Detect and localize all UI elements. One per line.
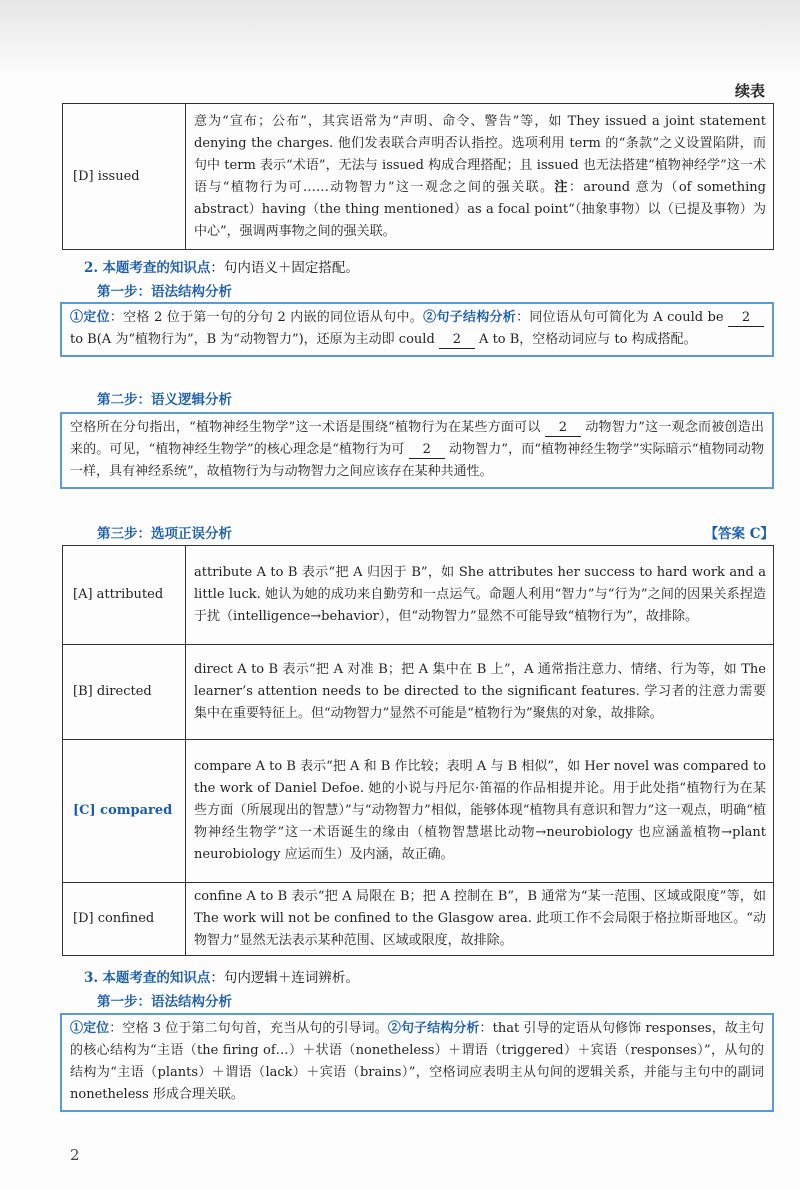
blank-2: 2 [728, 310, 764, 327]
structure-label: ②句子结构分析 [423, 310, 517, 325]
top-shadow [0, 0, 800, 78]
structure-label: ②句子结构分析 [387, 1021, 480, 1036]
blank-2: 2 [545, 420, 581, 437]
option-explanation: compare A to B 表示“把 A 和 B 作比较；表明 A 与 B 相似”，如 Her novel was compared to the work of Daniel Defoe. 她的小说与丹尼尔·笛福的作品相提并论。用于此处指“植物行为在某些方面（所展现出的智慧）”与“动物智力”相似，能够体现“植物具有意识和智力”这一观点，明确“植物神经生物学”这一术语诞生的缘由（植物智慧堪比动物→neurobiology 也应涵盖植物→plant neurobiology 应运而生）及内涵，故正确。 [186, 740, 774, 883]
locate-label: ①定位 [70, 310, 110, 325]
table-row [63, 104, 774, 250]
answer-badge: 【答案 C】 [704, 526, 774, 542]
option-explanation: attribute A to B 表示“把 A 归因于 B”，如 She attributes her success to hard work and a little luck. 她认为她的成功来自勤劳和一点运气。命题人利用“智力”与“行为”之间的因果关系捏造于扰（intelligence→behavior），但“动物智力”显然不可能导致“植物行为”，故排除。 [186, 546, 774, 645]
q3-step1-heading: 第一步：语法结构分析 [97, 994, 232, 1010]
option-label: [D] confined [63, 883, 186, 956]
note-label: 注 [554, 179, 569, 195]
q3-grammar-box: ①定位：空格 3 位于第二句句首，充当从句的引导词。②句子结构分析：that 引导的定语从句修饰 responses，故主句的核心结构为“主语（the firing of…）＋状语（nonetheless）＋谓语（triggered）＋宾语（responses）”，从句的结构为“主语（plants）＋谓语（lack）＋宾语（brains）”，空格词应表明主从句间的逻辑关系，并能与主句中的副词 nonetheless 形成合理关联。 [60, 1013, 774, 1112]
table-row [63, 645, 774, 740]
table-row [63, 883, 774, 956]
table-row [63, 740, 774, 883]
option-label: [A] attributed [63, 546, 186, 645]
blank-2: 2 [439, 332, 475, 349]
option-explanation: confine A to B 表示“把 A 局限在 B；把 A 控制在 B”，B 通常为“某一范围、区域或限度”等，如 The work will not be confined to the Glasgow area. 此项工作不会局限于格拉斯哥地区。“动物智力”显然无法表示某种范围、区域或限度，故排除。 [186, 883, 774, 956]
option-label: [D] issued [63, 104, 186, 250]
continued-label: 续表 [734, 82, 765, 100]
continued-option-table [62, 103, 774, 250]
option-explanation: direct A to B 表示“把 A 对准 B；把 A 集中在 B 上”，A 通常指注意力、情绪、行为等，如 The learner’s attention needs to be directed to the significant features. 学习者的注意力需要集中在重要特征上。但“动物智力”显然不可能是“植物行为”聚焦的对象，故排除。 [186, 645, 774, 740]
locate-label: ①定位 [70, 1021, 110, 1036]
q2-heading: 2. 本题考查的知识点：句内语义＋固定搭配。 [84, 260, 359, 276]
option-label-correct: [C] compared [63, 740, 186, 883]
q2-step2-heading: 第二步：语义逻辑分析 [97, 392, 232, 408]
blank-2: 2 [409, 442, 445, 459]
page-number: 2 [70, 1146, 80, 1164]
options-table [62, 545, 774, 956]
q3-heading: 3. 本题考查的知识点：句内逻辑＋连词辨析。 [84, 970, 359, 986]
option-label: [B] directed [63, 645, 186, 740]
q2-logic-box: 空格所在分句指出，“植物神经生物学”这一术语是围绕“植物行为在某些方面可以 2 动物智力”这一观念而被创造出来的。可见，“植物神经生物学”的核心理念是“植物行为可 2 动物智力”，而“植物神经生物学”实际暗示“植物同动物一样，具有神经系统”，故植物行为与动物智力之间应该存在某种共通性。 [60, 412, 774, 489]
option-explanation: 意为“宣布；公布”，其宾语常为“声明、命令、警告”等，如 They issued a joint statement denying the charges. 他们发表联合声明否认指控。选项利用 term 的“条款”之义设置陷阱，而句中 term 表示“术语”，无法与 issued 构成合理搭配；且 issued 也无法搭建“植物神经学”这一术语与“植物行为可……动物智力”这一观念之间的强关联。注：around 意为（of something abstract）having（the thing mentioned）as a focal point“（抽象事物）以（已提及事物）为中心”，强调两事物之间的强关联。 [186, 104, 774, 250]
q2-grammar-box: ①定位：空格 2 位于第一句的分句 2 内嵌的同位语从句中。②句子结构分析：同位语从句可简化为 A could be 2 to B(A 为“植物行为”，B 为“动物智力”)，还原为主动即 could 2 A to B，空格动词应与 to 构成搭配。 [60, 302, 774, 357]
q2-step3-heading: 第三步：选项正误分析 [97, 526, 232, 542]
table-row [63, 546, 774, 645]
q2-step1-heading: 第一步：语法结构分析 [97, 284, 232, 300]
